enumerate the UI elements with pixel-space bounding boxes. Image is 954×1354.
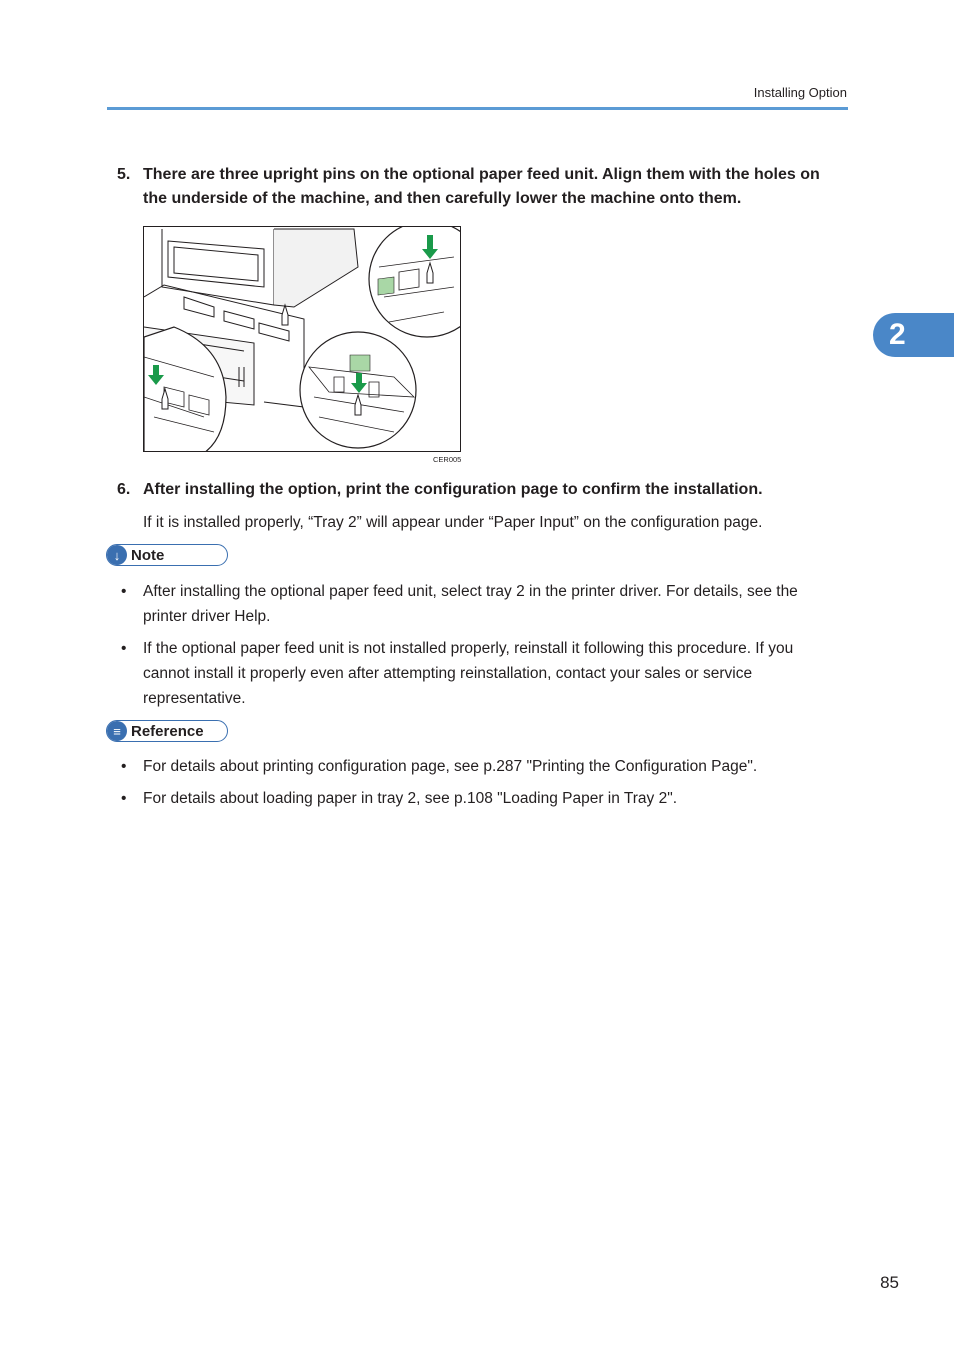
note-label: Note bbox=[131, 546, 165, 564]
bullet-dot: • bbox=[121, 790, 127, 807]
reference-item bbox=[121, 786, 833, 811]
reference-link[interactable]: For details about printing configuration page, see p.287 "Printing the Configuration Page". bbox=[143, 758, 758, 775]
step-number: 6. bbox=[117, 481, 131, 498]
chapter-tab bbox=[873, 313, 954, 357]
reference-label: Reference bbox=[131, 722, 204, 740]
step-6-detail: If it is installed properly, “Tray 2” will appear under “Paper Input” on the configuration page. bbox=[143, 514, 763, 531]
note-badge bbox=[106, 544, 228, 566]
step-text: After installing the option, print the configuration page to confirm the installation. bbox=[143, 481, 763, 498]
reference-item bbox=[121, 754, 833, 779]
bullet-dot: • bbox=[121, 583, 127, 600]
running-header: Installing Option bbox=[753, 85, 847, 100]
bullet-dot: • bbox=[121, 758, 127, 775]
document-icon: ≡ bbox=[107, 721, 127, 741]
bullet-dot: • bbox=[121, 640, 127, 657]
chapter-number: 2 bbox=[889, 318, 906, 351]
note-item bbox=[121, 636, 833, 711]
installation-illustration bbox=[143, 226, 461, 452]
reference-badge bbox=[106, 720, 228, 742]
note-item bbox=[121, 579, 833, 629]
step-text: There are three upright pins on the optional paper feed unit. Align them with the holes on the underside of the machine, and then carefully lower the machine onto them. bbox=[143, 166, 820, 207]
printer-pins-drawing bbox=[144, 227, 461, 452]
figure-code: CER005 bbox=[433, 455, 462, 464]
reference-link[interactable]: For details about loading paper in tray 2, see p.108 "Loading Paper in Tray 2". bbox=[143, 790, 678, 807]
step-6 bbox=[117, 478, 847, 502]
note-item-text: If the optional paper feed unit is not installed properly, reinstall it following this procedure. If you cannot install it properly even after attempting reinstallation, contact your sales or service representative. bbox=[143, 640, 794, 707]
header-rule bbox=[107, 107, 848, 110]
page-number: 85 bbox=[880, 1273, 899, 1292]
step-5 bbox=[117, 163, 847, 211]
step-number: 5. bbox=[117, 166, 131, 183]
note-item-text: After installing the optional paper feed unit, select tray 2 in the printer driver. For details, see the printer driver Help. bbox=[143, 583, 798, 625]
down-arrow-icon: ↓ bbox=[107, 545, 127, 565]
